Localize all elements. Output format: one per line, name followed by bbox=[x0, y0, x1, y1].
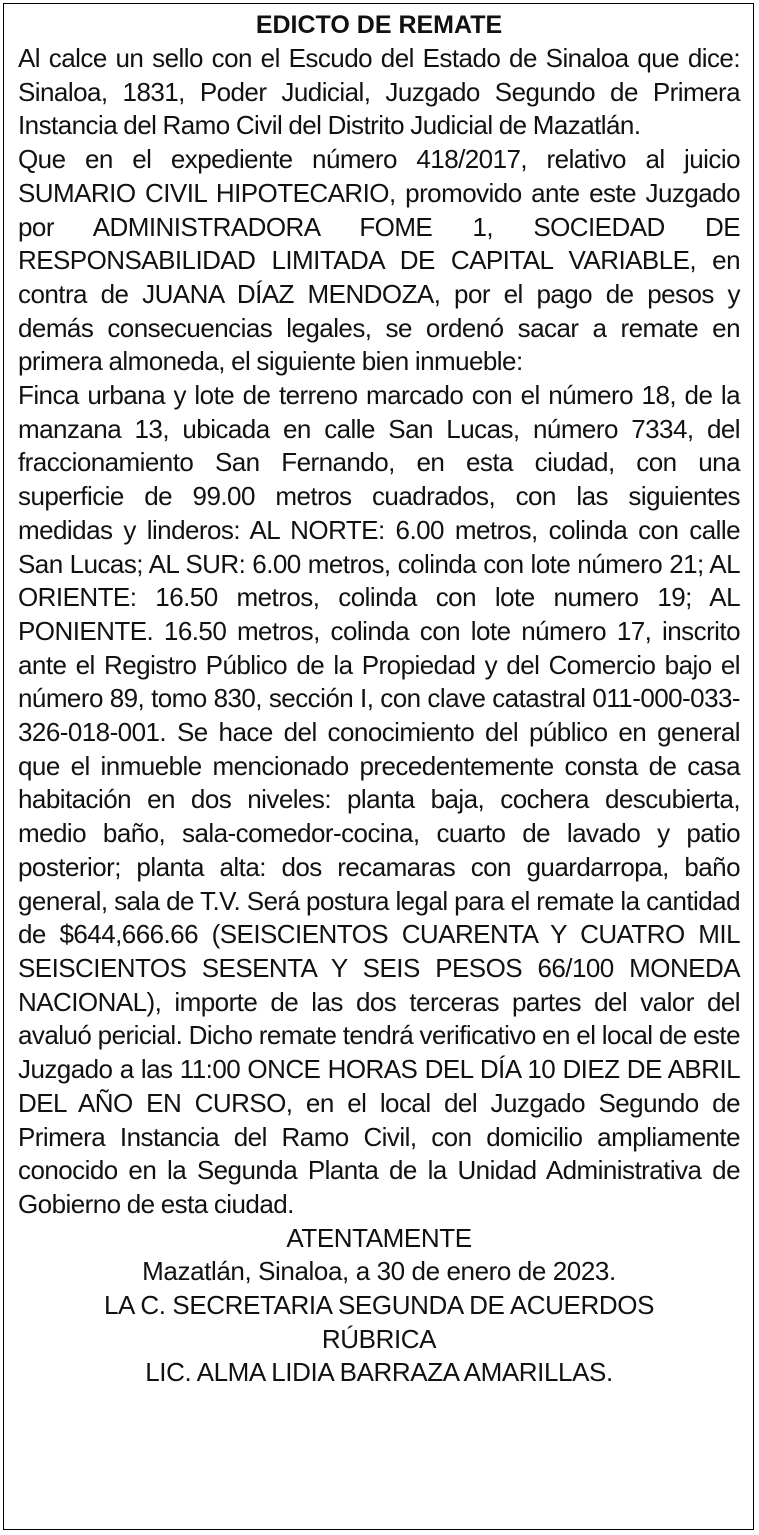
place-date: Mazatlán, Sinaloa, a 30 de enero de 2023. bbox=[142, 1256, 616, 1287]
closing-salutation: ATENTAMENTE bbox=[286, 1222, 472, 1253]
issuing-office: LA C. SECRETARIA SEGUNDA DE ACUERDOS bbox=[103, 1290, 655, 1321]
seal-paragraph: Al calce un sello con el Escudo del Estado de Sinaloa que dice: Sinaloa, 1831, Poder Judicial, Juzgado Segundo de Primera Instancia del Ramo Civil del Distrito Judicial de Mazatlán. bbox=[18, 43, 740, 141]
notice-title: EDICTO DE REMATE bbox=[255, 11, 503, 39]
signer-name: LIC. ALMA LIDIA BARRAZA AMARILLAS. bbox=[145, 1357, 613, 1388]
property-paragraph: Finca urbana y lote de terreno marcado con el número 18, de la manzana 13, ubicada en calle San Lucas, número 7334, del fraccionamiento San Fernando, en esta ciudad, con una superficie de 99.00 metros cuadrados, con las siguientes medidas y linderos: AL NORTE: 6.00 metros, colinda con calle San Lucas; AL SUR: 6.00 metros, colinda con lote número 21; AL ORIENTE: 16.50 metros, colinda con lote numero 19; AL PONIENTE. 16.50 metros, colinda con lote número 17, inscrito ante el Registro Público de la Propiedad y del Comercio bajo el número 89, tomo 830, sección I, con clave catastral 011-000-033-326-018-001. Se hace del conocimiento del público en general que el inmueble mencionado precedentemente consta de casa habitación en dos niveles: planta baja, cochera descubierta, medio baño, sala-comedor-cocina, cuarto de lavado y patio posterior; planta alta: dos recamaras con guardarropa, baño general, sala de T.V. Será postura legal para el remate la cantidad de $644,666.66 (SEISCIENTOS CUARENTA Y CUATRO MIL SEISCIENTOS SESENTA Y SEIS PESOS 66/100 MONEDA NACIONAL), importe de las dos terceras partes del valor del avaluó pericial. Dicho remate tendrá verificativo en el local de este Juzgado a las 11:00 ONCE HORAS DEL DÍA 10 DIEZ DE ABRIL DEL AÑO EN CURSO, en el local del Juzgado Segundo de Primera Instancia del Ramo Civil, con domicilio ampliamente conocido en la Segunda Planta de la Unidad Administrativa de Gobierno de esta ciudad. bbox=[18, 380, 740, 1219]
edict-notice bbox=[3, 3, 754, 1530]
signature-note: RÚBRICA bbox=[321, 1323, 437, 1354]
case-paragraph: Que en el expediente número 418/2017, relativo al juicio SUMARIO CIVIL HIPOTECARIO, promovido ante este Juzgado por ADMINISTRADORA FOME 1, SOCIEDAD DE RESPONSABILIDAD LIMITADA DE CAPITAL VARIABLE, en contra de JUANA DÍAZ MENDOZA, por el pago de pesos y demás consecuencias legales, se ordenó sacar a remate en primera almoneda, el siguiente bien inmueble: bbox=[18, 144, 740, 377]
